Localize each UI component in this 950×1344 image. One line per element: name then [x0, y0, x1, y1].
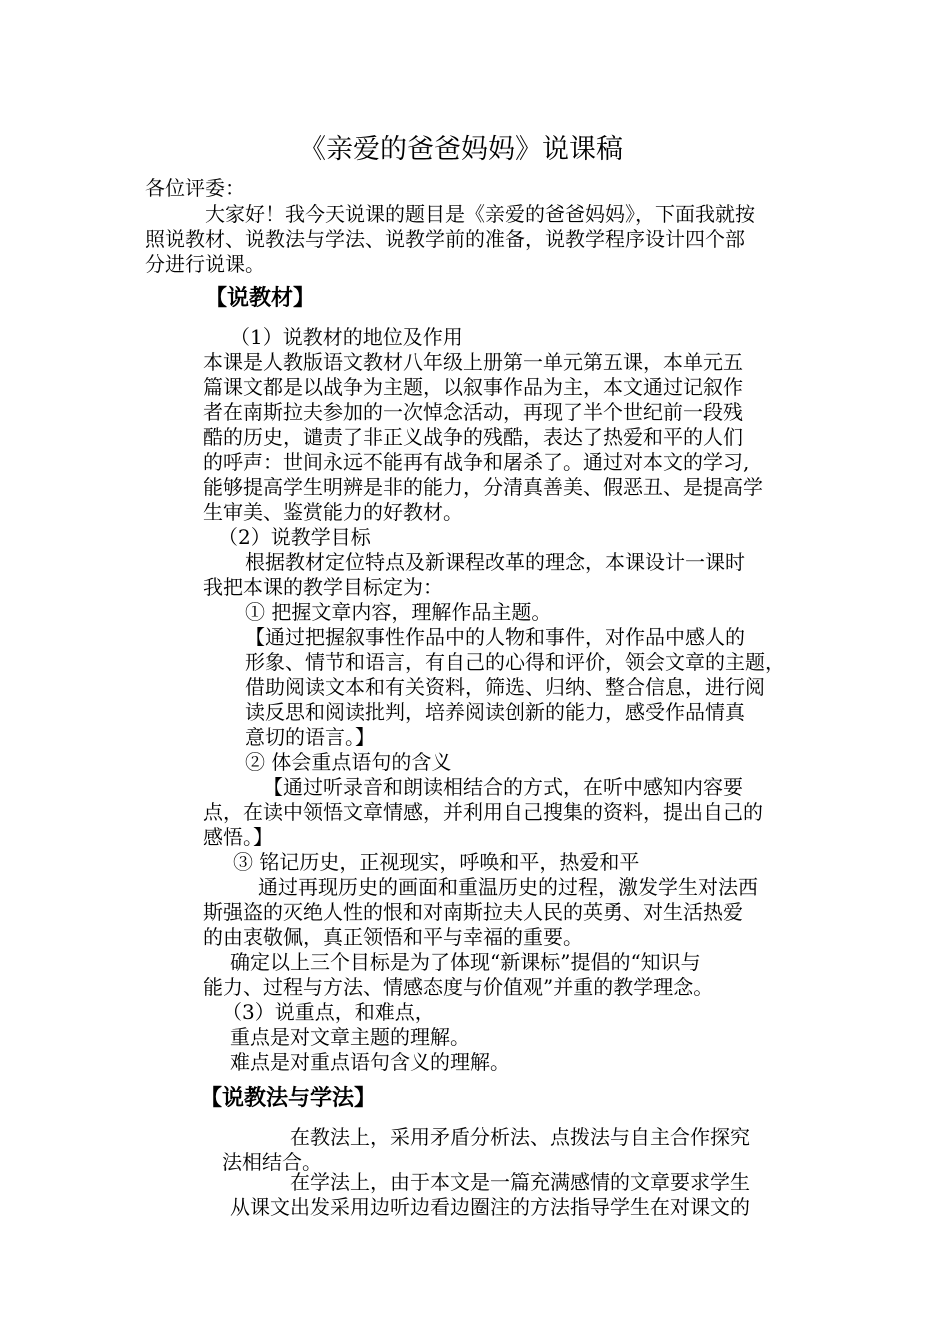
- goal-3: ③ 铭记历史，正视现实，呼唤和平，热爱和平: [233, 850, 640, 874]
- goal-2-note-line: 感悟。】: [203, 825, 273, 849]
- subsection-title-1: （1）说教材的地位及作用: [230, 325, 463, 349]
- paragraph-line: 者在南斯拉夫参加的一次悼念活动，再现了半个世纪前一段残: [203, 400, 743, 424]
- paragraph-line: 本课是人教版语文教材八年级上册第一单元第五课，本单元五: [203, 350, 743, 374]
- goal-3-note-line: 斯强盗的灭绝人性的恨和对南斯拉夫人民的英勇、对生活热爱: [203, 900, 743, 924]
- goals-summary-line-2: 能力、过程与方法、情感态度与价值观”并重的教学理念。: [203, 975, 714, 999]
- paragraph-line: 的呼声：世间永远不能再有战争和屠杀了。通过对本文的学习,: [203, 450, 750, 474]
- document-title: 《亲爱的爸爸妈妈》说课稿: [299, 134, 623, 165]
- goal-2-note-line: 点，在读中领悟文章情感，并利用自己搜集的资料，提出自己的: [203, 800, 763, 824]
- goal-1-note-line: 借助阅读文本和有关资料，筛选、归纳、整合信息，进行阅: [245, 675, 765, 699]
- paragraph-line: 生审美、鉴赏能力的好教材。: [203, 500, 463, 524]
- learning-method-line-2: 从课文出发采用边听边看边圈注的方法指导学生在对课文的: [230, 1195, 750, 1219]
- paragraph-line: 篇课文都是以战争为主题，以叙事作品为主，本文通过记叙作: [203, 375, 743, 399]
- goal-1-note-line: 形象、情节和语言，有自己的心得和评价，领会文章的主题，: [245, 650, 785, 674]
- goal-1: ① 把握文章内容，理解作品主题。: [245, 600, 552, 624]
- section-heading-methods: 【说教法与学法】: [200, 1086, 377, 1111]
- subsection-title-3: （3）说重点，和难点，: [222, 1000, 435, 1024]
- intro-line-2: 照说教材、说教法与学法、说教学前的准备，说教学程序设计四个部: [145, 227, 745, 251]
- goals-summary-line-1: 确定以上三个目标是为了体现“新课标”提倡的“知识与: [230, 950, 701, 974]
- goal-3-note-line: 通过再现历史的画面和重温历史的过程，激发学生对法西: [258, 875, 758, 899]
- goal-3-note-line: 的由衷敬佩，真正领悟和平与幸福的重要。: [203, 925, 583, 949]
- difficult-point: 难点是对重点语句含义的理解。: [230, 1050, 510, 1074]
- goal-1-note-line: 读反思和阅读批判，培养阅读创新的能力，感受作品情真: [245, 700, 745, 724]
- teaching-method-line-2: 法相结合。: [222, 1150, 322, 1174]
- key-point: 重点是对文章主题的理解。: [230, 1025, 470, 1049]
- goal-1-note-line: 【通过把握叙事性作品中的人物和事件，对作品中感人的: [245, 625, 745, 649]
- paragraph-line: 能够提高学生明辨是非的能力，分清真善美、假恶丑、是提高学: [203, 475, 763, 499]
- intro-line-3: 分进行说课。: [145, 252, 265, 276]
- goals-intro-line-1: 根据教材定位特点及新课程改革的理念，本课设计一课时: [245, 550, 745, 574]
- intro-line-1: 大家好！我今天说课的题目是《亲爱的爸爸妈妈》，下面我就按: [205, 202, 755, 226]
- subsection-title-2: （2）说教学目标: [218, 525, 371, 549]
- teaching-method-line-1: 在教法上，采用矛盾分析法、点拨法与自主合作探究: [290, 1125, 750, 1149]
- greeting: 各位评委：: [145, 176, 245, 200]
- goals-intro-line-2: 我把本课的教学目标定为：: [203, 575, 443, 599]
- paragraph-line: 酷的历史，谴责了非正义战争的残酷，表达了热爱和平的人们: [203, 425, 743, 449]
- learning-method-line-1: 在学法上，由于本文是一篇充满感情的文章要求学生: [290, 1170, 750, 1194]
- goal-2: ② 体会重点语句的含义: [245, 750, 452, 774]
- goal-2-note-line: 【通过听录音和朗读相结合的方式，在听中感知内容要: [263, 775, 743, 799]
- goal-1-note-line: 意切的语言。】: [245, 725, 375, 749]
- section-heading-textbook: 【说教材】: [205, 286, 316, 311]
